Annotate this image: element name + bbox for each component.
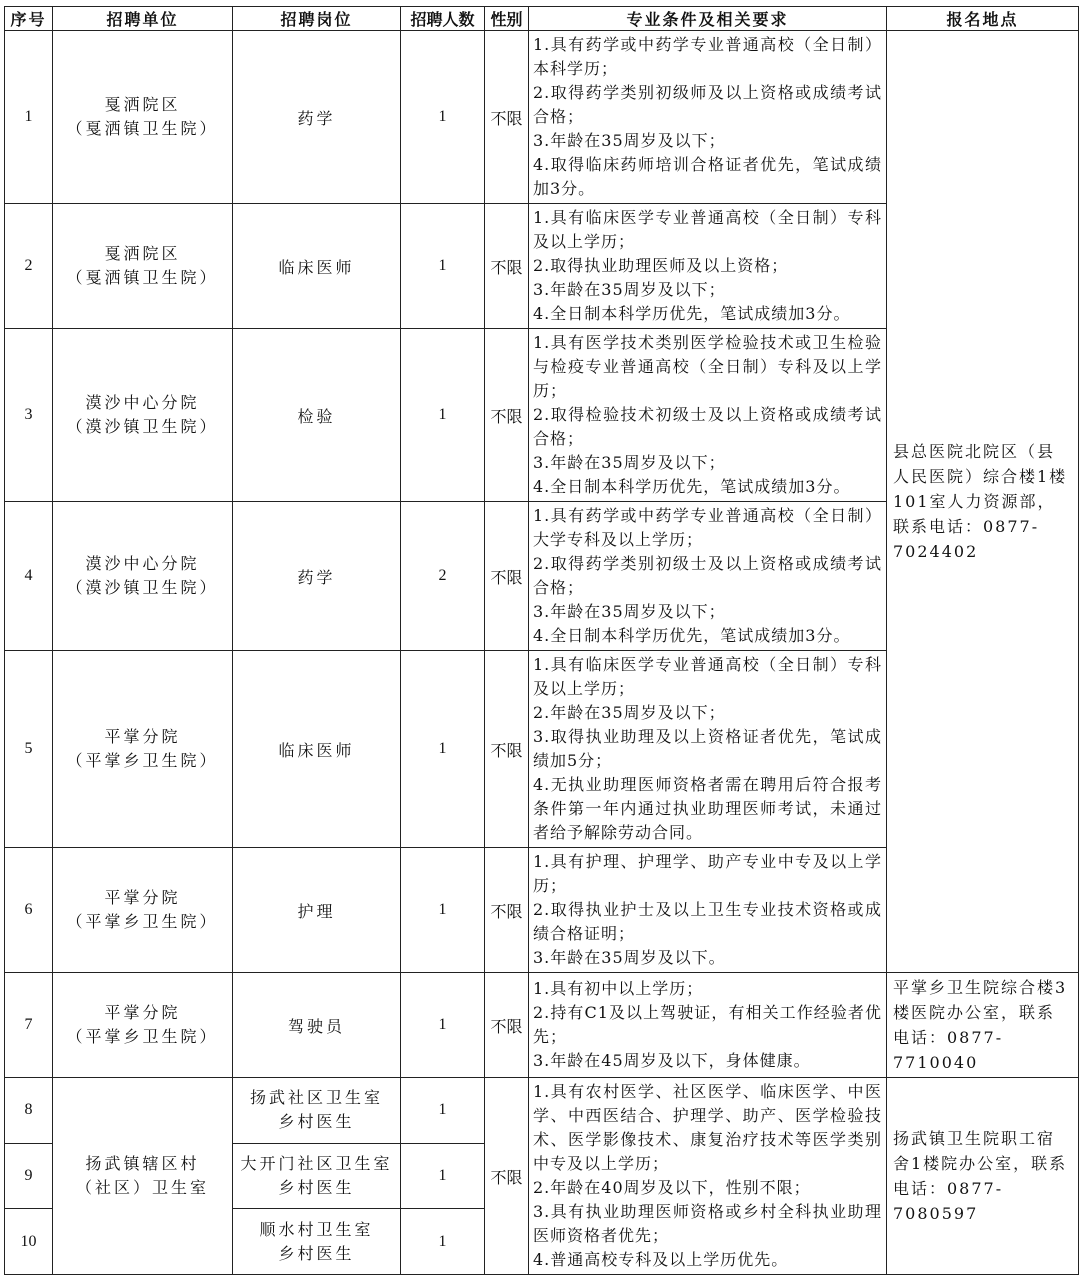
row-count: 1: [401, 1143, 485, 1209]
requirement-item: 1.具有药学或中药学专业普通高校（全日制）本科学历；: [533, 35, 882, 78]
unit-alias: （社区）卫生室: [75, 1178, 209, 1197]
requirement-item: 2.取得药学类别初级士及以上资格或成绩考试合格；: [533, 554, 882, 597]
requirement-item: 3.年龄在35周岁及以下；: [533, 280, 726, 299]
row-gender: 不限: [485, 651, 529, 848]
row-count: 2: [401, 502, 485, 651]
recruitment-table: [4, 6, 1079, 1275]
row-count: 1: [401, 848, 485, 973]
unit-name: 平掌分院: [104, 727, 181, 746]
unit-name: 漠沙中心分院: [85, 554, 200, 573]
header-location: 报名地点: [887, 7, 1079, 31]
row-unit: [53, 1078, 233, 1275]
row-post: 检验: [233, 329, 401, 502]
unit-name: 戛洒院区: [104, 244, 181, 263]
unit-alias: （平掌乡卫生院）: [66, 751, 219, 770]
requirement-item: 1.具有护理、护理学、助产专业中专及以上学历；: [533, 852, 882, 895]
row-gender: 不限: [485, 973, 529, 1078]
row-post: 临床医师: [233, 651, 401, 848]
post-clinic: 顺水村卫生室: [259, 1219, 374, 1239]
row-gender: 不限: [485, 848, 529, 973]
row-gender: 不限: [485, 204, 529, 329]
row-gender: 不限: [485, 31, 529, 204]
requirement-item: 3.年龄在35周岁及以下；: [533, 453, 726, 472]
unit-name: 扬武镇辖区村: [85, 1154, 200, 1173]
row-gender: 不限: [485, 1078, 529, 1275]
row-no: 3: [5, 329, 53, 502]
row-post: 驾驶员: [233, 973, 401, 1078]
post-title: 乡村医生: [278, 1243, 355, 1263]
requirement-item: 2.持有C1及以上驾驶证，有相关工作经验者优先；: [533, 1003, 882, 1046]
row-post: 临床医师: [233, 204, 401, 329]
requirement-item: 1.具有临床医学专业普通高校（全日制）专科及以上学历；: [533, 208, 882, 251]
post-title: 乡村医生: [278, 1177, 355, 1197]
row-post: 药学: [233, 31, 401, 204]
requirement-item: 1.具有药学或中药学专业普通高校（全日制）大学专科及以上学历；: [533, 506, 882, 549]
requirement-item: 1.具有初中以上学历；: [533, 979, 704, 998]
row-count: 1: [401, 1078, 485, 1144]
requirement-item: 3.年龄在35周岁及以下；: [533, 131, 726, 150]
requirement-item: 1.具有临床医学专业普通高校（全日制）专科及以上学历；: [533, 655, 882, 698]
row-post: 药学: [233, 502, 401, 651]
unit-name: 戛洒院区: [104, 95, 181, 114]
row-requirements: [529, 204, 887, 329]
header-no: 序号: [5, 7, 53, 31]
unit-alias: （平掌乡卫生院）: [66, 912, 219, 931]
requirement-item: 3.年龄在35周岁及以下。: [533, 948, 726, 967]
row-requirements: [529, 31, 887, 204]
requirement-item: 4.普通高校专科及以上学历优先。: [533, 1250, 789, 1269]
requirement-item: 4.取得临床药师培训合格证者优先，笔试成绩加3分。: [533, 155, 882, 198]
requirement-item: 4.全日制本科学历优先，笔试成绩加3分。: [533, 477, 851, 496]
unit-alias: （漠沙镇卫生院）: [66, 417, 219, 436]
requirement-item: 3.年龄在45周岁及以下，身体健康。: [533, 1051, 811, 1070]
row-requirements: [529, 848, 887, 973]
header-post: 招聘岗位: [233, 7, 401, 31]
row-count: 1: [401, 1209, 485, 1275]
unit-alias: （戛洒镇卫生院）: [66, 268, 219, 287]
row-unit: [53, 973, 233, 1078]
table-row: [5, 973, 1079, 1078]
requirement-item: 4.无执业助理医师资格者需在聘用后符合报考条件第一年内通过执业助理医师考试，未通过者给予解除劳动合同。: [533, 775, 882, 842]
requirement-item: 3.具有执业助理医师资格或乡村全科执业助理医师资格者优先；: [533, 1202, 882, 1245]
row-post: [233, 1143, 401, 1209]
row-unit: [53, 848, 233, 973]
row-requirements: [529, 973, 887, 1078]
row-count: 1: [401, 204, 485, 329]
unit-alias: （漠沙镇卫生院）: [66, 578, 219, 597]
requirement-item: 4.全日制本科学历优先，笔试成绩加3分。: [533, 626, 851, 645]
row-count: 1: [401, 651, 485, 848]
row-unit: [53, 31, 233, 204]
location-yangwu: 扬武镇卫生院职工宿舍1楼院办公室，联系电话：0877-7080597: [887, 1078, 1079, 1275]
row-requirements: [529, 1078, 887, 1275]
post-clinic: 扬武社区卫生室: [249, 1088, 383, 1108]
row-post: [233, 1209, 401, 1275]
row-no: 8: [5, 1078, 53, 1144]
requirement-item: 3.年龄在35周岁及以下；: [533, 602, 726, 621]
unit-name: 平掌分院: [104, 1003, 181, 1022]
row-count: 1: [401, 329, 485, 502]
row-count: 1: [401, 973, 485, 1078]
row-gender: 不限: [485, 502, 529, 651]
row-no: 2: [5, 204, 53, 329]
unit-alias: （戛洒镇卫生院）: [66, 119, 219, 138]
row-no: 10: [5, 1209, 53, 1275]
requirement-item: 1.具有农村医学、社区医学、临床医学、中医学、中西医结合、护理学、助产、医学检验技术、医学影像技术、康复治疗技术等医学类别中专及以上学历；: [533, 1082, 882, 1173]
row-post: 护理: [233, 848, 401, 973]
requirement-item: 2.取得检验技术初级士及以上资格或成绩考试合格；: [533, 405, 882, 448]
row-no: 9: [5, 1143, 53, 1209]
row-unit: [53, 651, 233, 848]
requirement-item: 2.取得执业助理医师及以上资格；: [533, 256, 789, 275]
post-title: 乡村医生: [278, 1112, 355, 1132]
unit-name: 平掌分院: [104, 888, 181, 907]
header-count: 招聘人数: [401, 7, 485, 31]
row-unit: [53, 502, 233, 651]
row-unit: [53, 329, 233, 502]
requirement-item: 4.全日制本科学历优先，笔试成绩加3分。: [533, 304, 851, 323]
requirement-item: 2.年龄在35周岁及以下；: [533, 703, 726, 722]
post-clinic: 大开门社区卫生室: [240, 1153, 393, 1173]
requirement-item: 2.取得药学类别初级师及以上资格或成绩考试合格；: [533, 83, 882, 126]
row-gender: 不限: [485, 329, 529, 502]
table-row: [5, 1078, 1079, 1144]
header-unit: 招聘单位: [53, 7, 233, 31]
row-no: 5: [5, 651, 53, 848]
row-no: 1: [5, 31, 53, 204]
location-pingzhang: 平掌乡卫生院综合楼3楼医院办公室，联系电话：0877-7710040: [887, 973, 1079, 1078]
header-requirements: 专业条件及相关要求: [529, 7, 887, 31]
row-unit: [53, 204, 233, 329]
requirement-item: 3.取得执业助理及以上资格证者优先，笔试成绩加5分；: [533, 727, 882, 770]
row-no: 4: [5, 502, 53, 651]
row-no: 6: [5, 848, 53, 973]
row-requirements: [529, 502, 887, 651]
location-north: 县总医院北院区（县人民医院）综合楼1楼101室人力资源部，联系电话：0877-7024402: [887, 31, 1079, 973]
row-requirements: [529, 329, 887, 502]
row-requirements: [529, 651, 887, 848]
row-post: [233, 1078, 401, 1144]
header-gender: 性别: [485, 7, 529, 31]
row-count: 1: [401, 31, 485, 204]
requirement-item: 2.取得执业护士及以上卫生专业技术资格或成绩合格证明；: [533, 900, 882, 943]
table-row: [5, 31, 1079, 204]
unit-alias: （平掌乡卫生院）: [66, 1027, 219, 1046]
requirement-item: 1.具有医学技术类别医学检验技术或卫生检验与检疫专业普通高校（全日制）专科及以上学历；: [533, 333, 882, 400]
requirement-item: 2.年龄在40周岁及以下，性别不限；: [533, 1178, 811, 1197]
row-no: 7: [5, 973, 53, 1078]
unit-name: 漠沙中心分院: [85, 393, 200, 412]
header-row: [5, 7, 1079, 31]
